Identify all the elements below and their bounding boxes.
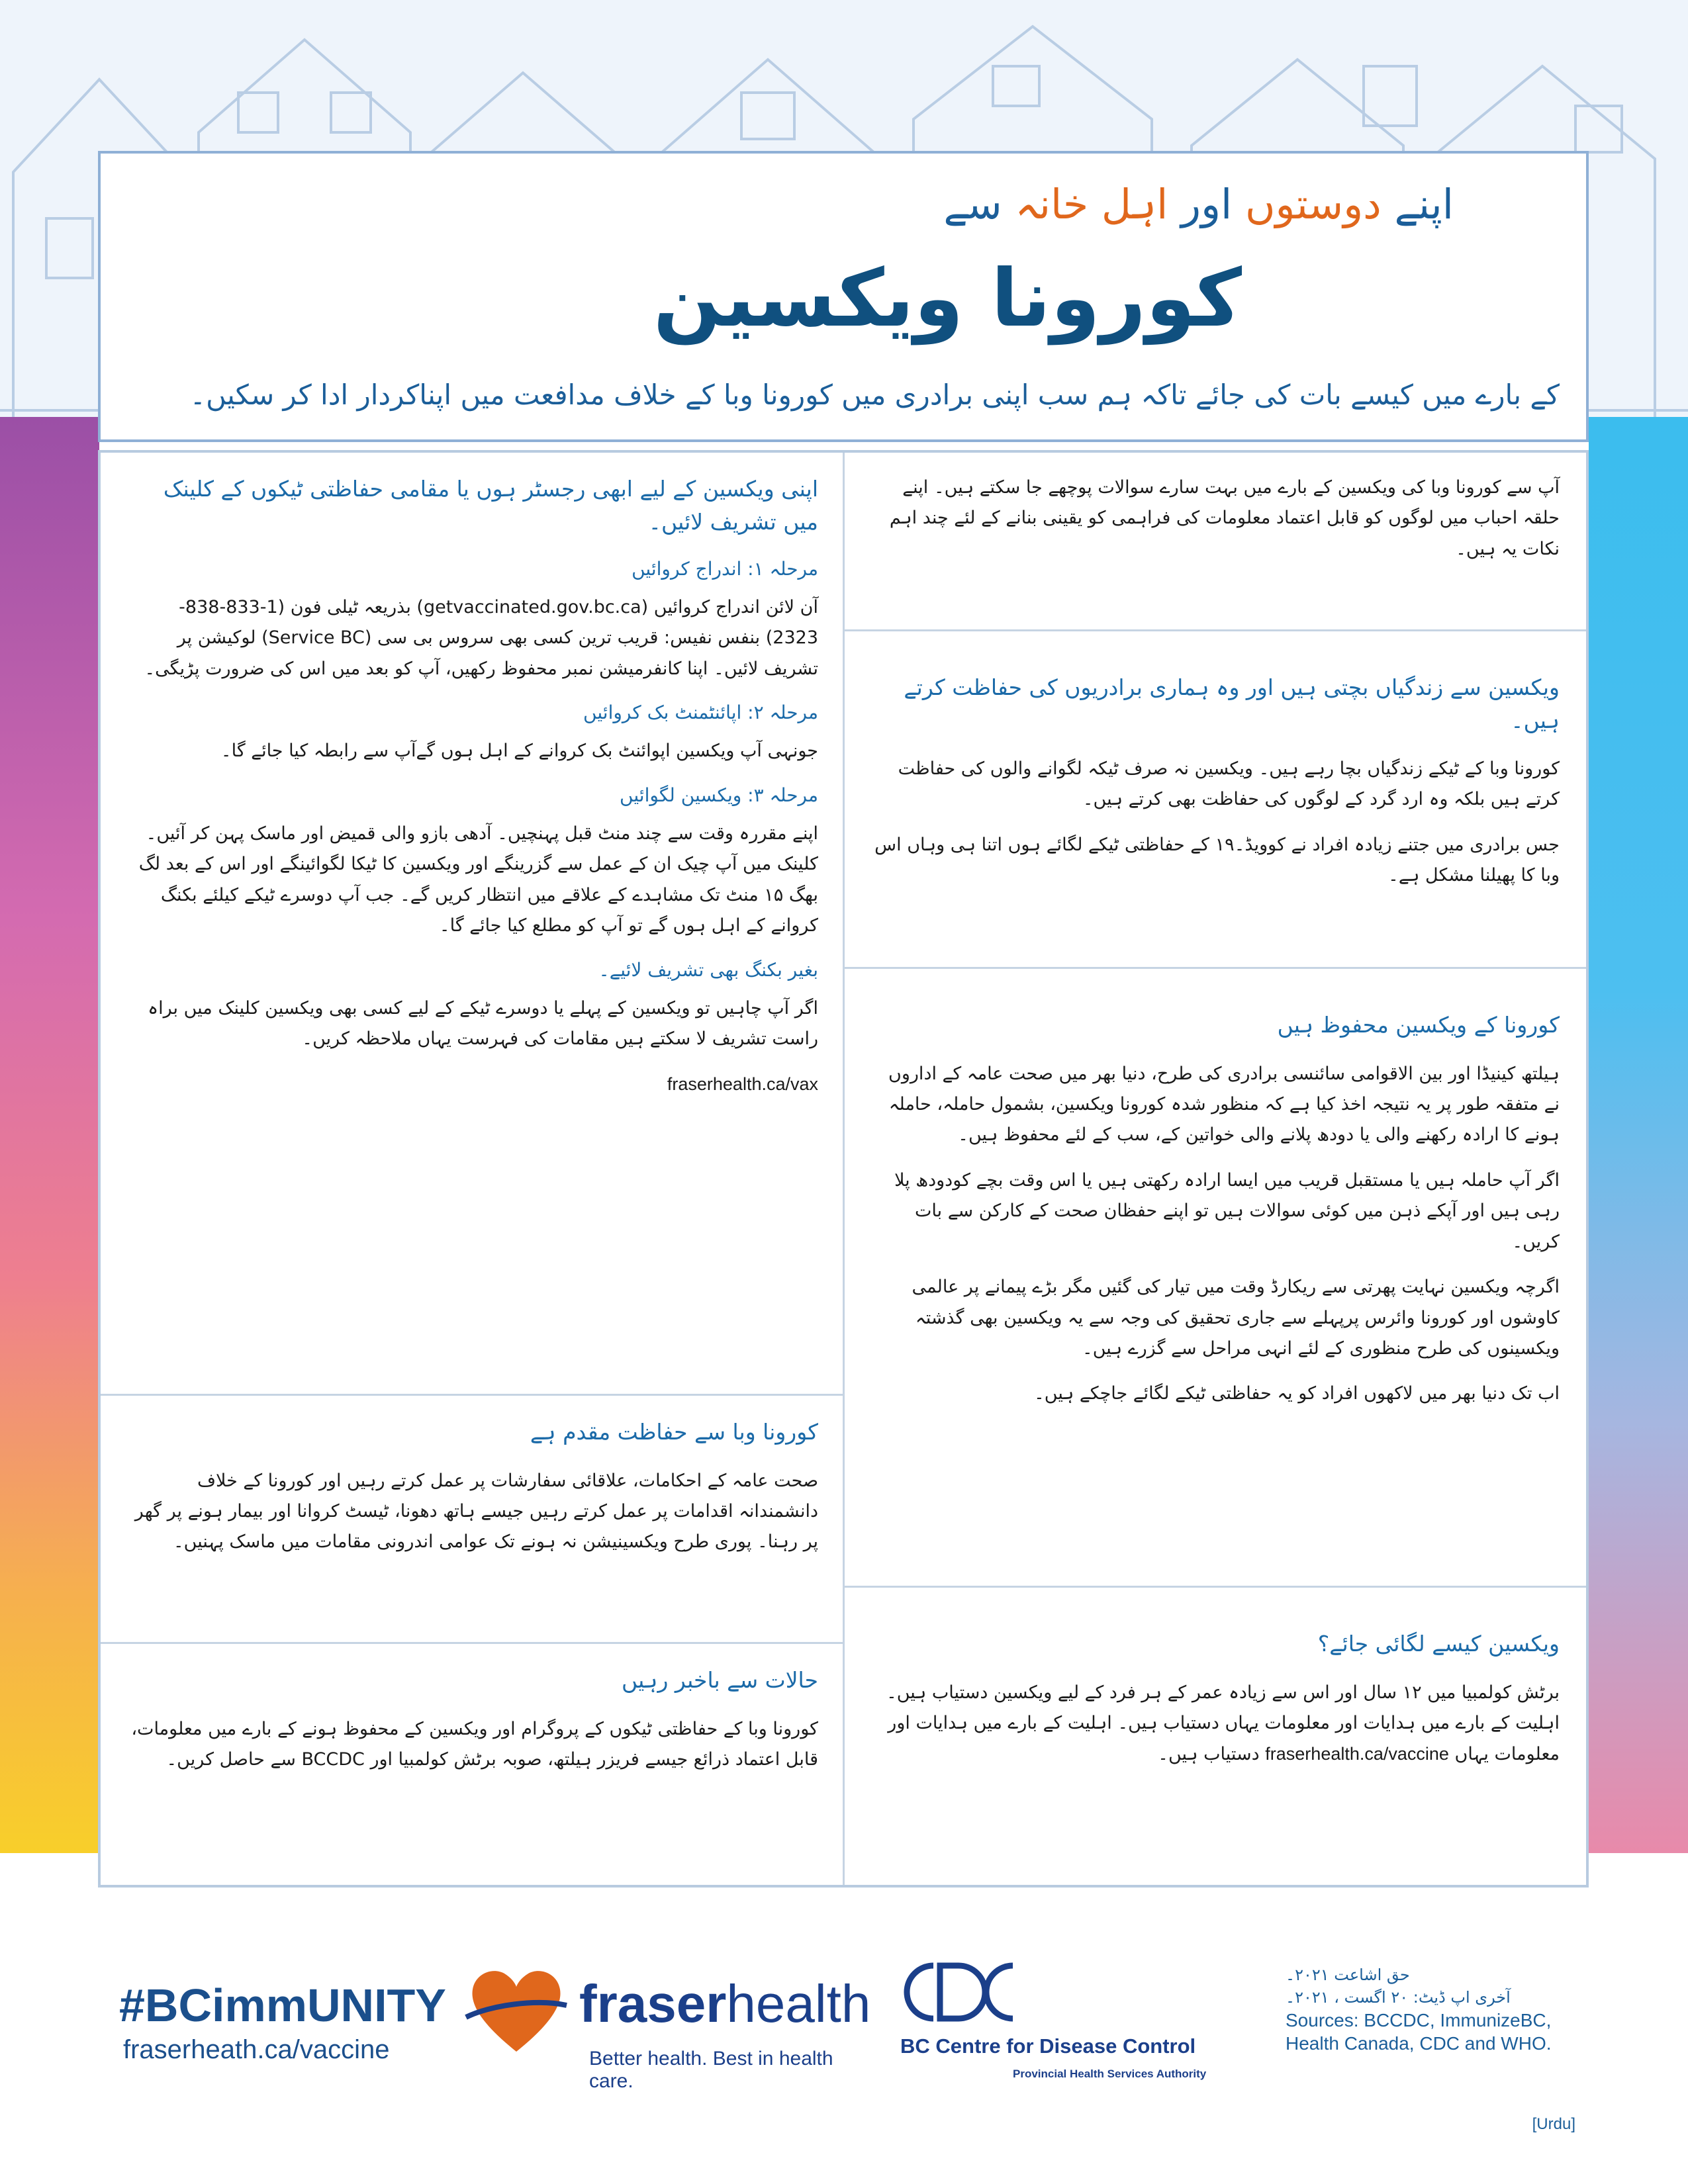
- section-informed: [101, 1644, 845, 1886]
- step3-label: مرحلہ ۳: ویکسین لگوائیں: [620, 784, 818, 806]
- walkin-label: بغیر بکنگ بھی تشریف لائیے۔: [598, 958, 818, 981]
- footer-url-link[interactable]: fraserheath.ca/vaccine: [123, 2035, 390, 2064]
- how-to-text: [871, 1678, 1560, 1770]
- section-register: [101, 453, 845, 1396]
- pre-title-part1: اپنے: [1394, 180, 1454, 228]
- pre-title: [943, 180, 1454, 228]
- safe-p3: اگرچہ ویکسین نہایت پھرتی سے ریکارڈ وقت میں تیار کی گئیں مگر بڑے پیمانے پر عالمی کاوشوں اور کورونا وائرس پرپہلے سے جاری تحقیق کی وجہ سے یہ ویکسین بھی گذشتہ ویکسینوں کی طرح منظوری کے لئے انہی مراحل سے گزرے ہیں۔: [912, 1277, 1560, 1359]
- fh-name-bold: fraser: [579, 1974, 727, 2033]
- safe-p4: اب تک دنیا بھر میں لاکھوں افراد کو یہ حفاظتی ٹیکے لگائے جاچکے ہیں۔: [1033, 1383, 1560, 1404]
- saves-lives-p2: جس برادری میں جتنے زیادہ افراد نے کوویڈ۔۱۹ کے حفاظتی ٹیکے لگائے ہوں اتنا ہی وہاں اس وبا کا پھیلنا مشکل ہے۔: [874, 834, 1560, 886]
- walkin-text: اگر آپ چاہیں تو ویکسین کے پہلے یا دوسرے ٹیکے کے لیے کسی بھی ویکسین کلینک میں براہ راست تشریف لا سکتے ہیں مقامات کی فہرست یہاں ملاحظہ کریں۔: [148, 997, 818, 1049]
- header-panel: [98, 151, 1589, 442]
- copyright: حق اشاعت ۲۰۲۱۔: [1286, 1966, 1410, 1984]
- section-protection: [101, 1396, 845, 1644]
- walkin-url-link[interactable]: fraserhealth.ca/vax: [667, 1074, 818, 1095]
- how-to-url-link[interactable]: fraserhealth.ca/vaccine: [1265, 1744, 1449, 1764]
- fh-name-light: health: [726, 1974, 871, 2033]
- language-tag: [Urdu]: [1532, 2115, 1575, 2133]
- cdc-name: BC Centre for Disease Control: [900, 2034, 1196, 2058]
- sources: Sources: BCCDC, ImmunizeBC, Health Canada, CDC and WHO.: [1286, 2010, 1552, 2054]
- heart-icon: [463, 1959, 569, 2058]
- cdc-subtitle: Provincial Health Services Authority: [1013, 2068, 1207, 2080]
- register-heading: اپنی ویکسین کے لیے ابھی رجسٹر ہوں یا مقامی حفاظتی ٹیکوں کے کلینک میں تشریف لائیں۔: [163, 476, 818, 535]
- informed-text: کورونا وبا کے حفاظتی ٹیکوں کے پروگرام اور ویکسین کے محفوظ ہونے کے بارے میں معلومات، قابل اعتماد ذرائع جیسے فریزر ہیلتھ، صوبہ برٹش کولمبیا اور BCCDC سے حاصل کریں۔: [131, 1718, 818, 1770]
- section-intro: [845, 453, 1586, 631]
- hashtag: #BCimmUNITY: [119, 1979, 446, 2031]
- how-to-p1-end: دستیاب ہیں۔: [1158, 1744, 1260, 1765]
- protection-heading: کورونا وبا سے حفاظت مقدم ہے: [530, 1419, 818, 1445]
- section-saves-lives: [845, 631, 1586, 969]
- last-updated: آخری اپ ڈیٹ: ۲۰ اگست ، ۲۰۲۱۔: [1286, 1987, 1511, 2007]
- safe-heading: کورونا کے ویکسین محفوظ ہیں: [1277, 1012, 1560, 1038]
- credits: [1286, 1964, 1577, 2055]
- page-subtitle: کے بارے میں کیسے بات کی جائے تاکہ ہم سب اپنی برادری میں کورونا وبا کے خلاف مدافعت میں اپناکردار ادا کر سکیں۔: [189, 379, 1560, 411]
- safe-p2: اگر آپ حاملہ ہیں یا مستقبل قریب میں ایسا ارادہ رکھتی ہیں یا اس وقت بچے کودودھ پلا رہی ہیں اور آپکے ذہن میں کوئی سوالات ہیں تو اپنے حفظان صحت کے کارکن سے بات کریں۔: [894, 1169, 1560, 1252]
- how-to-p1: برٹش کولمبیا میں ۱۲ سال اور اس سے زیادہ عمر کے ہر فرد کے لیے ویکسین دستیاب ہیں۔ اہلیت کے بارے میں ہدایات اور معلومات یہاں دستیاب ہیں۔ اہلیت کے بارے میں ہدایات اور معلومات یہاں: [886, 1682, 1560, 1765]
- step2-label: مرحلہ ۲: اپائنٹمنٹ بک کروائیں: [583, 702, 818, 724]
- fraser-health-tagline: Better health. Best in health care.: [589, 2048, 833, 2092]
- cdc-icon: [887, 1952, 1019, 2032]
- saves-lives-p1: کورونا وبا کے ٹیکے زندگیاں بچا رہے ہیں۔ ویکسین نہ صرف ٹیکہ لگوانے والوں کی حفاظت کرتے ہیں بلکہ وہ ارد گرد کے لوگوں کی حفاظت بھی کرتے ہیں۔: [898, 758, 1560, 810]
- how-to-heading: ویکسین کیسے لگائی جائے؟: [1317, 1631, 1560, 1657]
- left-gradient-band: [0, 417, 99, 1853]
- fraser-health-logo: [463, 1959, 871, 2092]
- fraser-health-name: [579, 1974, 870, 2034]
- right-column: [843, 453, 1586, 1885]
- section-how-to: [845, 1588, 1586, 1886]
- pre-title-part5: سے: [943, 180, 1002, 228]
- content-panel: [98, 450, 1589, 1888]
- intro-text: آپ سے کورونا وبا کی ویکسین کے بارے میں بہت سارے سوالات پوچھے جا سکتے ہیں۔ اپنے حلقہ احباب میں لوگوں کو قابل اعتماد معلومات کی فراہمی کو یقینی بنانے کے لئے چند اہم نکات یہ ہیں۔: [889, 477, 1560, 559]
- pre-title-part4: اہل خانہ: [1015, 180, 1168, 228]
- page-title: کورونا ویکسین: [653, 253, 1242, 345]
- left-column: [101, 453, 845, 1885]
- step1-text: آن لائن اندراج کروائیں (getvaccinated.gov.bc.ca) بذریعہ ٹیلی فون (1-833-838-2323) بنفس نفیس: قریب ترین کسی بھی سروس بی سی (Service BC) لوکیشن پر تشریف لائیں۔ اپنا کانفرمیشن نمبر محفوظ رکھیں، آپ کو بعد میں اس کی ضرورت پڑیگی۔: [144, 597, 818, 679]
- informed-heading: حالات سے باخبر رہیں: [622, 1667, 818, 1693]
- bccdc-logo: [887, 1952, 1258, 2085]
- step2-text: جونہی آپ ویکسین اپوائنٹ بک کروانے کے اہل ہوں گےآپ سے رابطہ کیا جائے گا۔: [220, 741, 818, 762]
- protection-text: صحت عامہ کے احکامات، علاقائی سفارشات پر عمل کرتے رہیں اور کورونا کے خلاف دانشمندانہ اقدامات پر عمل کرتے رہیں جیسے ہاتھ دھونا، ٹیسٹ کروانا اور بیمار ہونے پر گھر پر رہنا۔ پوری طرح ویکسینیشن نہ ہونے تک عوامی اندرونی مقامات میں ماسک پہنیں۔: [134, 1470, 818, 1553]
- right-gradient-band: [1589, 417, 1688, 1853]
- saves-lives-heading: ویکسین سے زندگیاں بچتی ہیں اور وہ ہماری برادریوں کی حفاظت کرتے ہیں۔: [904, 674, 1560, 733]
- safe-p1: ہیلتھ کینیڈا اور بین الاقوامی سائنسی برادری کی طرح، دنیا بھر میں صحت عامہ کے اداروں نے متفقہ طور پر یہ نتیجہ اخذ کیا ہے کہ منظور شدہ کورونا ویکسین، بشمول حاملہ، حاملہ ہونے کا ارادہ رکھنے والی یا دودھ پلانے والی خواتین کے، سب کے لئے محفوظ ہیں۔: [888, 1063, 1560, 1146]
- pre-title-part3: اور: [1181, 180, 1233, 228]
- section-vaccines-safe: [845, 969, 1586, 1588]
- step1-label: مرحلہ ۱: اندراج کروائیں: [632, 558, 818, 580]
- pre-title-part2: دوستوں: [1244, 180, 1382, 228]
- step3-text: اپنے مقررہ وقت سے چند منٹ قبل پہنچیں۔ آدھی بازو والی قمیض اور ماسک پہن کر آئیں۔ کلینک میں آپ چیک ان کے عمل سے گزرینگے اور ویکسین کا ٹیکا لگوائینگے اور اس کے بعد لگ بھگ ۱۵ منٹ تک مشاہدے کے علاقے میں انتظار کریں گے۔ جب آپ دوسرے ٹیکے کیلئے بکنگ کروانے کے اہل ہوں گے تو آپ کو مطلع کیا جائے گا۔: [138, 823, 818, 936]
